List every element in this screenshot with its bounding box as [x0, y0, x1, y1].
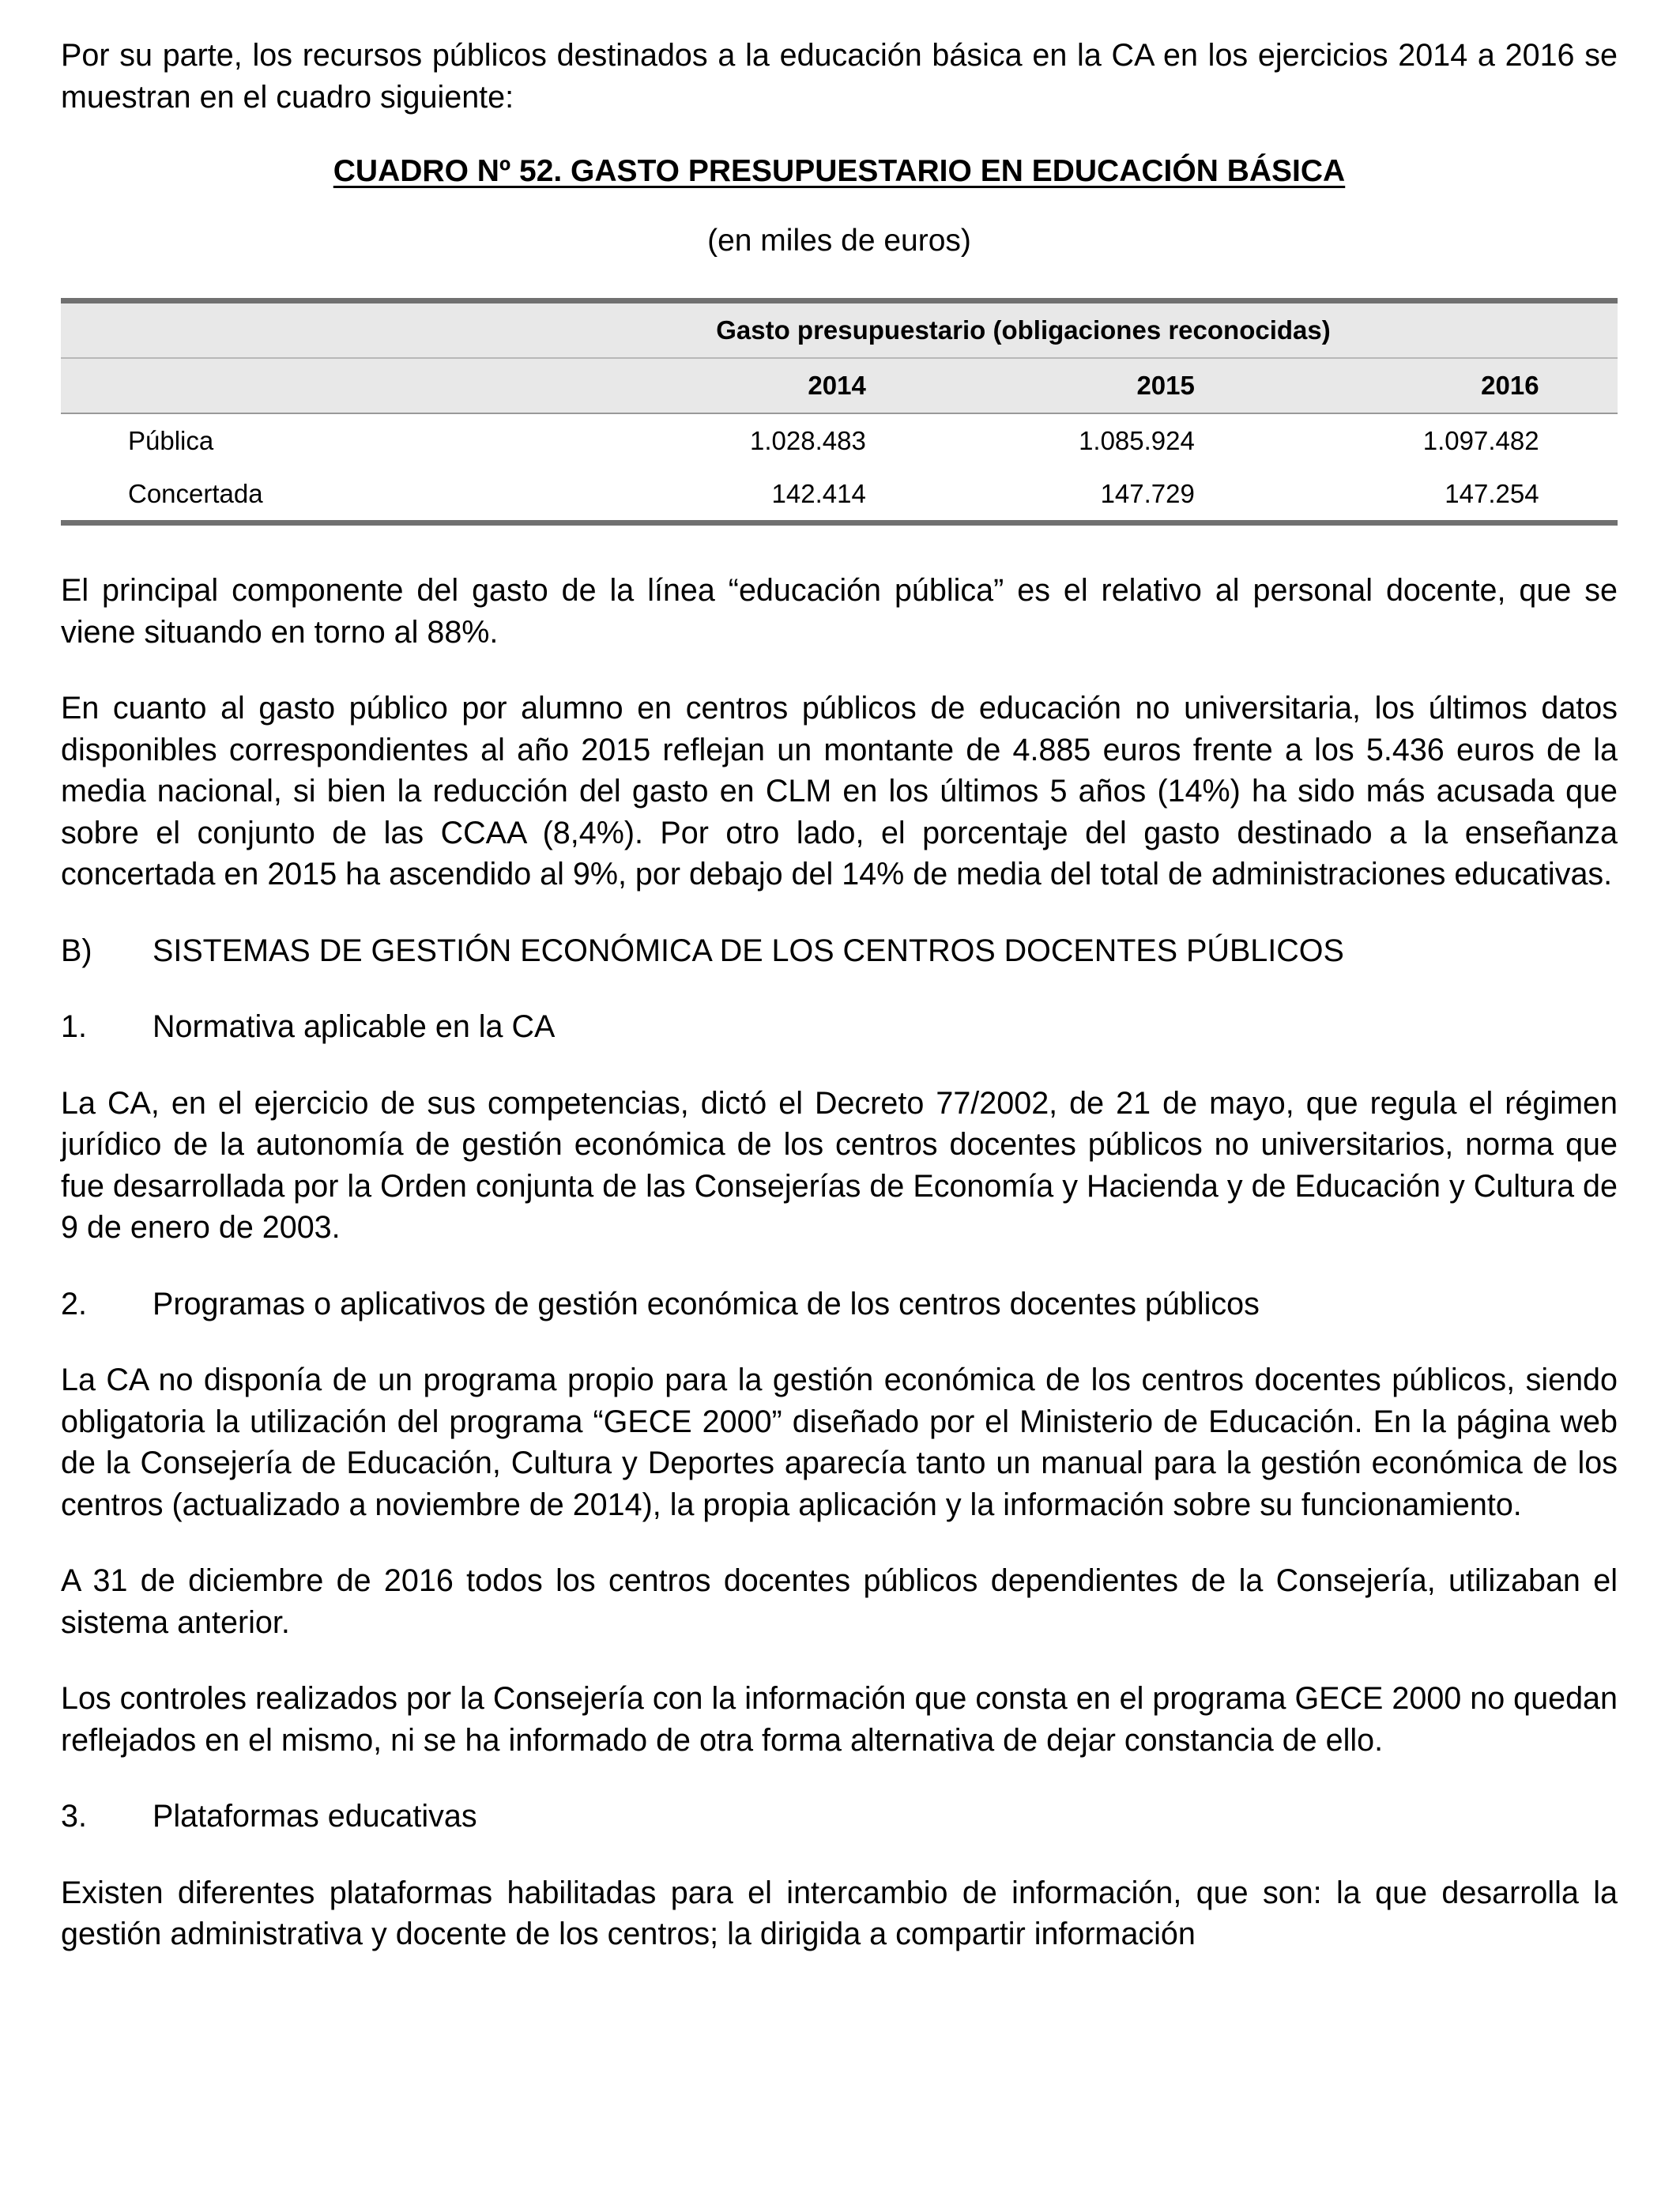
table-row [61, 413, 1618, 467]
paragraph-controles: Los controles realizados por la Consejería con la información que consta en el programa GECE 2000 no quedan reflejados en el mismo, ni se ha informado de otra forma alternativa de dejar constancia de ello. [61, 1681, 1618, 1758]
table-group-header-row [61, 301, 1618, 359]
paragraph-gasto-por-alumno: En cuanto al gasto público por alumno en centros públicos de educación no universitaria, los últimos datos disponibles correspondientes al año 2015 reflejan un montante de 4.885 euros frente a los 5.436 euros de la media nacional, si bien la reducción del gasto en CLM en los últimos 5 años (14%) ha sido más acusada que sobre el conjunto de las CCAA (8,4%). Por otro lado, el porcentaje del gasto destinado a la enseñanza concertada en 2015 ha ascendido al 9%, por debajo del 14% de media del total de administraciones educativas. [61, 691, 1618, 892]
row-label: Concertada [61, 467, 429, 523]
section-number: 1. [61, 1009, 87, 1044]
budget-table [61, 298, 1618, 526]
paragraph-plataformas: Existen diferentes plataformas habilitadas para el intercambio de información, que son: la que desarrolla la gestión administrativa y docente de los centros; la dirigida a compartir información [61, 1875, 1618, 1951]
row-value: 1.097.482 [1422, 425, 1539, 455]
intro-paragraph: Por su parte, los recursos públicos destinados a la educación básica en la CA en los ejercicios 2014 a 2016 se muestran en el cuadro siguiente: [61, 38, 1618, 115]
paragraph-sistema-anterior: A 31 de diciembre de 2016 todos los centros docentes públicos dependientes de la Consejería, utilizaban el sistema anterior. [61, 1563, 1618, 1640]
section-title: SISTEMAS DE GESTIÓN ECONÓMICA DE LOS CENTROS DOCENTES PÚBLICOS [153, 933, 1344, 968]
table-units: (en miles de euros) [707, 224, 971, 258]
section-heading-3 [61, 1796, 1618, 1838]
row-value: 142.414 [429, 467, 866, 523]
section-title: Normativa aplicable en la CA [153, 1009, 556, 1044]
table-group-header: Gasto presupuestario (obligaciones reconocidas) [429, 301, 1618, 359]
row-value: 1.028.483 [750, 425, 866, 455]
row-value: 147.729 [866, 467, 1195, 523]
row-value: 147.254 [1195, 467, 1539, 523]
section-title: Programas o aplicativos de gestión económica de los centros docentes públicos [153, 1286, 1260, 1321]
section-number: 3. [61, 1799, 87, 1834]
table-title: CUADRO Nº 52. GASTO PRESUPUESTARIO EN EDUCACIÓN BÁSICA [333, 154, 1346, 188]
year-header-2016: 2016 [1195, 358, 1539, 413]
row-label: Pública [128, 425, 214, 455]
table-pad-cell [1539, 358, 1618, 413]
row-value: 1.085.924 [1079, 425, 1195, 455]
paragraph-gece: La CA no disponía de un programa propio para la gestión económica de los centros docentes públicos, siendo obligatoria la utilización del programa “GECE 2000” diseñado por el Ministerio de Educación. En la página web de la Consejería de Educación, Cultura y Deportes aparecía tanto un manual para la gestión económica de los centros (actualizado a noviembre de 2014), la propia aplicación y la información sobre su funcionamiento. [61, 1363, 1618, 1522]
table-row [61, 467, 1618, 523]
year-header-2015: 2015 [866, 358, 1195, 413]
section-number: 2. [61, 1286, 87, 1321]
year-header-2014: 2014 [429, 358, 866, 413]
paragraph-normativa: La CA, en el ejercicio de sus competencias, dictó el Decreto 77/2002, de 21 de mayo, que regula el régimen jurídico de la autonomía de gestión económica de los centros docentes públicos no universitarios, norma que fue desarrollada por la Orden conjunta de las Consejerías de Economía y Hacienda y de Educación y Cultura de 9 de enero de 2003. [61, 1085, 1618, 1245]
section-title: Plataformas educativas [153, 1799, 477, 1834]
table-year-header-row [61, 358, 1618, 413]
section-heading-2 [61, 1284, 1618, 1325]
section-heading-b [61, 930, 1618, 972]
section-heading-1 [61, 1006, 1618, 1048]
table-corner-cell-2 [61, 358, 429, 413]
table-corner-cell [61, 301, 429, 359]
paragraph-personal-docente: El principal componente del gasto de la línea “educación pública” es el relativo al personal docente, que se viene situando en torno al 88%. [61, 573, 1618, 650]
document-page [61, 35, 1618, 1955]
section-number: B) [61, 933, 92, 968]
